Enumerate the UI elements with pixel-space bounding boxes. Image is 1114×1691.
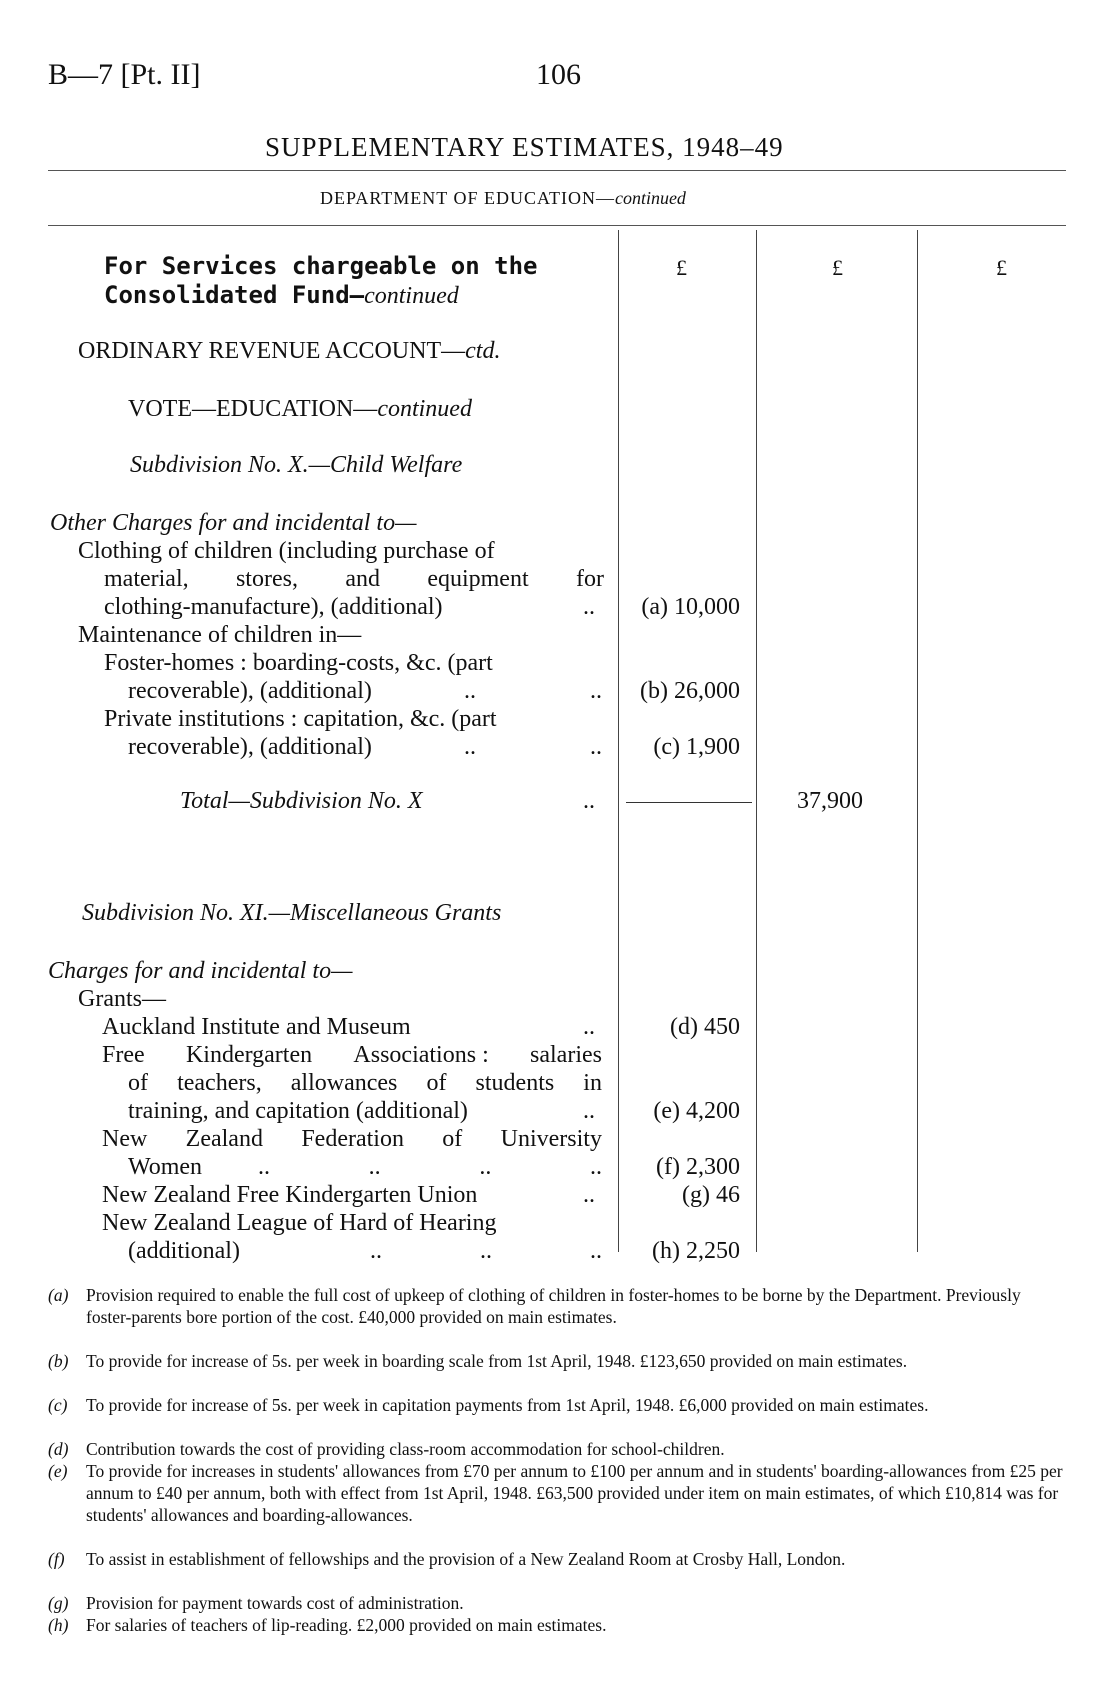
grants-heading: Grants—	[78, 986, 166, 1012]
auckland-line: Auckland Institute and Museum	[102, 1014, 411, 1040]
foster-line-1: Foster-homes : boarding-costs, &c. (part	[104, 650, 493, 676]
private-amount: (c) 1,900	[653, 734, 740, 760]
leader-dots: ..	[583, 1098, 595, 1124]
department-rule	[48, 225, 1066, 226]
league-amount: (h) 2,250	[652, 1238, 740, 1264]
leader-dots: .. ..	[464, 734, 602, 760]
footnote-a: (a) Provision required to enable the full cost of upkeep of clothing of children in foster-homes to be borne by the Department. Previously foster-parents bore portion of the cost. £40,000 provided on main estimates.	[48, 1285, 1021, 1327]
column-head-1: £	[676, 255, 687, 280]
column-rule-2	[756, 230, 757, 1252]
leader-dots: .. .. .. ..	[258, 1154, 602, 1180]
clothing-line-3: clothing-manufacture), (additional)	[104, 594, 443, 620]
total-amount: 37,900	[797, 788, 863, 814]
footnote-e: (e) To provide for increases in students' allowances from £70 per annum to £100 per annum and in students' boarding-allowances from £25 per annum to £40 per annum, both with effect from 1st April, 1948. £63,500 provided under item on main estimates, of which £10,814 was for students' allowances and boarding-allowances.	[48, 1461, 1063, 1525]
footnote-c: (c) To provide for increase of 5s. per week in capitation payments from 1st April, 1948. £6,000 provided on main estimates.	[48, 1395, 929, 1415]
kindergarten-line-1: Free Kindergarten Associations : salaries	[102, 1042, 602, 1068]
private-line-1: Private institutions : capitation, &c. (part	[104, 706, 497, 732]
footnote-d: (d) Contribution towards the cost of providing class-room accommodation for school-children.	[48, 1439, 725, 1459]
kindergarten-line-2: of teachers, allowances of students in	[128, 1070, 602, 1096]
league-line-2: (additional)	[128, 1238, 240, 1264]
column-head-3: £	[996, 255, 1007, 280]
account-heading: ORDINARY REVENUE ACCOUNT—ctd.	[78, 338, 501, 364]
maintenance-heading: Maintenance of children in—	[78, 622, 362, 648]
subdivision-xi-intro: Charges for and incidental to—	[48, 958, 353, 984]
page-number: 106	[536, 58, 581, 91]
leader-dots: ..	[583, 788, 595, 814]
clothing-line-2: material, stores, and equipment for	[104, 566, 604, 592]
nzfuw-line-2: Women	[128, 1154, 203, 1180]
subdivision-x-heading: Subdivision No. X.—Child Welfare	[130, 452, 463, 478]
footnote-b: (b) To provide for increase of 5s. per week in boarding scale from 1st April, 1948. £123,650 provided on main estimates.	[48, 1351, 908, 1371]
clothing-line-1: Clothing of children (including purchase of	[78, 538, 495, 564]
foster-amount: (b) 26,000	[640, 678, 740, 704]
nzfuw-line-1: New Zealand Federation of University	[102, 1126, 602, 1152]
column-head-2: £	[832, 255, 843, 280]
leader-dots: ..	[583, 1014, 595, 1040]
private-line-2: recoverable), (additional)	[128, 734, 372, 760]
department-heading: DEPARTMENT OF EDUCATION—continued	[320, 188, 686, 208]
union-amount: (g) 46	[682, 1182, 740, 1208]
footnote-g: (g) Provision for payment towards cost of administration.	[48, 1593, 464, 1613]
kindergarten-line-3: training, and capitation (additional)	[128, 1098, 468, 1124]
kindergarten-amount: (e) 4,200	[653, 1098, 740, 1124]
column-rule-3	[917, 230, 918, 1252]
document-reference: B—7 [Pt. II]	[48, 58, 201, 91]
leader-dots: .. ..	[464, 678, 602, 704]
page-title: SUPPLEMENTARY ESTIMATES, 1948–49	[265, 132, 784, 162]
auckland-amount: (d) 450	[670, 1014, 740, 1040]
footnote-f: (f) To assist in establishment of fellowships and the provision of a New Zealand Room at Crosby Hall, London.	[48, 1549, 846, 1569]
footnote-h: (h) For salaries of teachers of lip-reading. £2,000 provided on main estimates.	[48, 1615, 607, 1635]
nzfuw-amount: (f) 2,300	[656, 1154, 740, 1180]
vote-heading: VOTE—EDUCATION—continued	[128, 396, 472, 422]
league-line-1: New Zealand League of Hard of Hearing	[102, 1210, 497, 1236]
subdivision-x-intro: Other Charges for and incidental to—	[50, 510, 417, 536]
column-rule-1	[618, 230, 619, 1252]
subtotal-rule	[626, 802, 752, 803]
title-rule	[48, 170, 1066, 171]
total-label: Total—Subdivision No. X	[180, 788, 423, 814]
services-heading: For Services chargeable on the Consolidated Fund—continued	[104, 252, 538, 309]
union-line: New Zealand Free Kindergarten Union	[102, 1182, 478, 1208]
foster-line-2: recoverable), (additional)	[128, 678, 372, 704]
leader-dots: .. .. ..	[370, 1238, 602, 1264]
leader-dots: ..	[583, 594, 595, 620]
clothing-amount: (a) 10,000	[641, 594, 740, 620]
leader-dots: ..	[583, 1182, 595, 1208]
subdivision-xi-heading: Subdivision No. XI.—Miscellaneous Grants	[82, 900, 502, 926]
